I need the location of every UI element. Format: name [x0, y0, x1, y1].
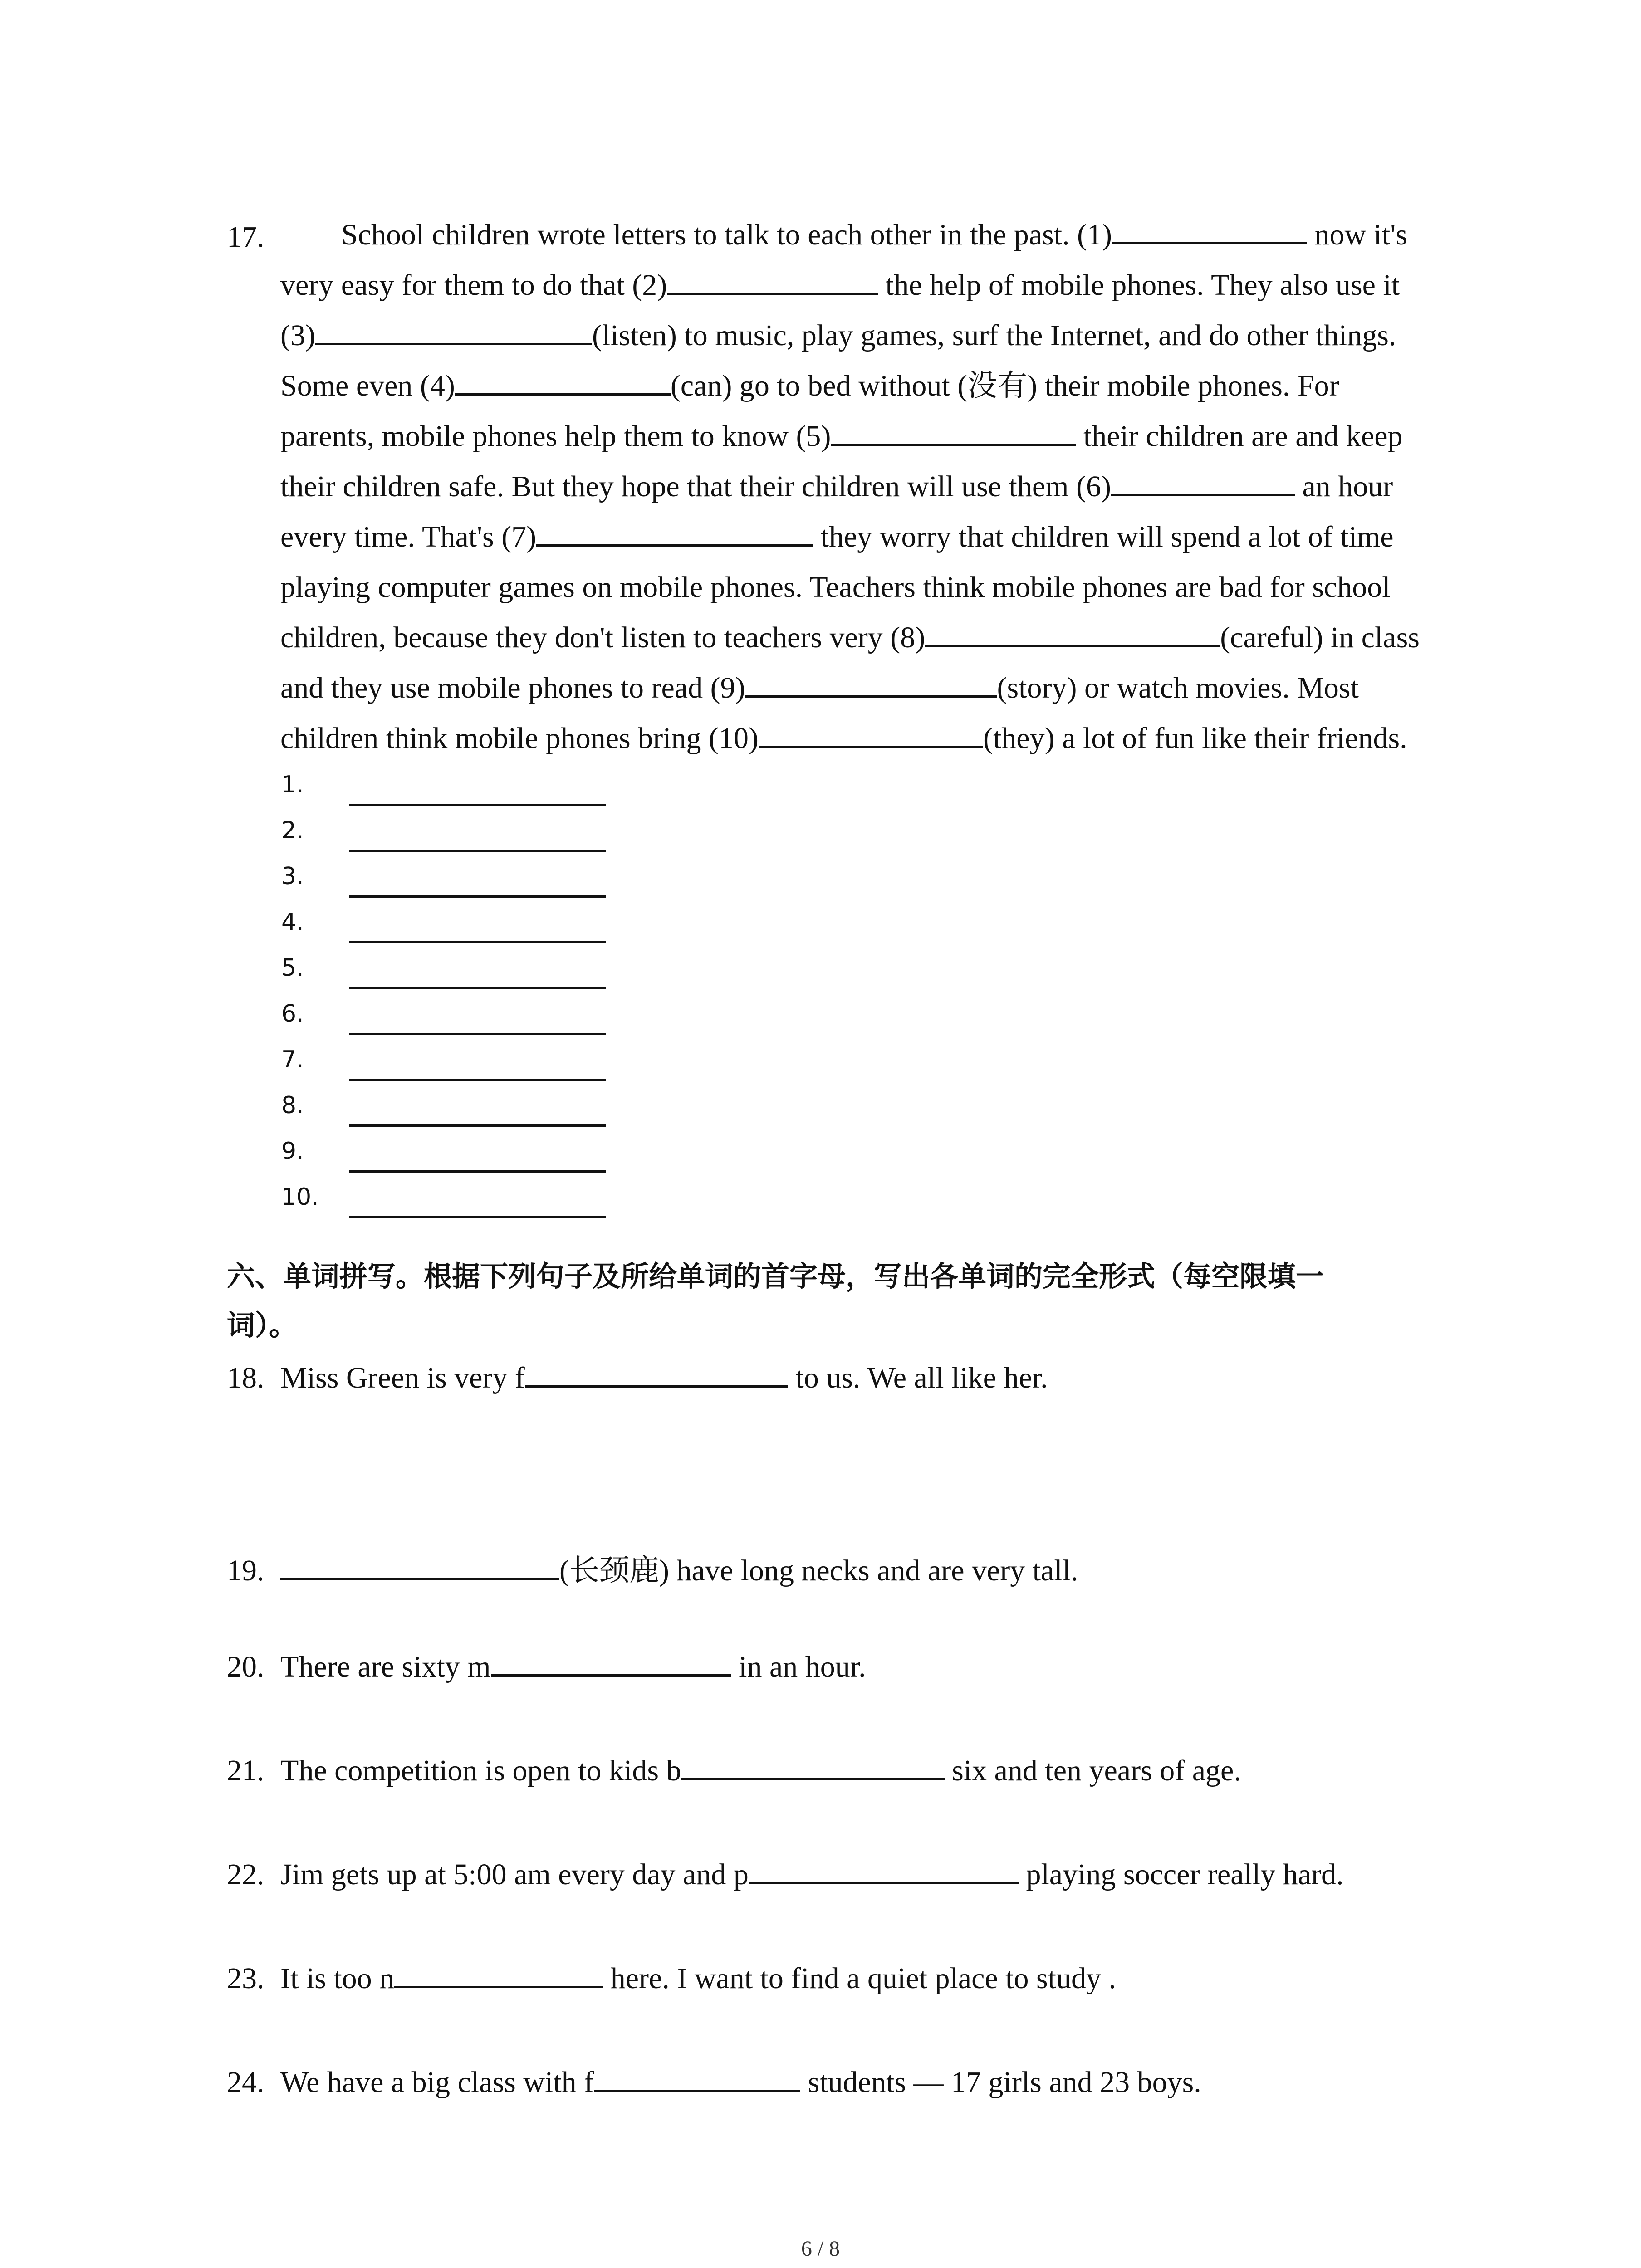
passage-line-11: [280, 723, 1407, 753]
question-text: six and ten years of age.: [944, 1754, 1241, 1787]
passage-text: (story) or watch movies. Most: [997, 671, 1359, 704]
answer-line[interactable]: [349, 1033, 606, 1035]
answer-number: 5.: [281, 954, 304, 982]
answer-row: [281, 771, 599, 816]
question-number: 24.: [227, 2066, 265, 2099]
question-number: 21.: [227, 1754, 265, 1787]
section-heading: [227, 1252, 1479, 1350]
answer-line[interactable]: [349, 850, 606, 852]
answer-blank[interactable]: [749, 1864, 1019, 1884]
answer-line[interactable]: [349, 804, 606, 806]
passage-text: the help of mobile phones. They also use it: [878, 269, 1400, 302]
answer-line[interactable]: [349, 941, 606, 943]
question-18: [227, 1361, 1048, 1395]
question-number: 23.: [227, 1962, 265, 1995]
passage-text: (they) a lot of fun like their friends.: [983, 722, 1407, 755]
passage-text: parents, mobile phones help them to know (5): [280, 420, 831, 453]
question-text: in an hour.: [731, 1650, 866, 1683]
passage-text: Some even (4): [280, 369, 455, 402]
answer-line[interactable]: [349, 1079, 606, 1081]
question-number: 20.: [227, 1650, 265, 1683]
question-text: playing soccer really hard.: [1018, 1858, 1344, 1891]
answer-blank[interactable]: [525, 1367, 788, 1388]
question-text: students — 17 girls and 23 boys.: [800, 2066, 1201, 2099]
question-text: Miss Green is very f: [280, 1361, 525, 1394]
answer-line[interactable]: [349, 1124, 606, 1127]
passage-line-4: [280, 371, 1339, 401]
answer-row: [281, 1138, 599, 1183]
passage-text: very easy for them to do that (2): [280, 269, 667, 302]
passage-text: they worry that children will spend a lot of time: [813, 520, 1394, 553]
question-number: 18.: [227, 1361, 265, 1394]
answer-blank[interactable]: [594, 2072, 800, 2092]
question-text: It is too n: [280, 1962, 395, 1995]
blank-7[interactable]: [536, 526, 813, 547]
question-21: [227, 1754, 1241, 1788]
passage-text: children, because they don't listen to teachers very (8): [280, 621, 926, 654]
answer-blank[interactable]: [491, 1656, 731, 1677]
passage-line-9: [280, 623, 1420, 653]
section-heading-line: 六、单词拼写。根据下列句子及所给单词的首字母，写出各单词的完全形式（每空限填一: [227, 1260, 1324, 1293]
answer-line[interactable]: [349, 1216, 606, 1218]
passage-text: and they use mobile phones to read (9): [280, 671, 745, 704]
answer-row: [281, 817, 599, 862]
passage-line-3: [280, 321, 1396, 351]
passage-line-8: [280, 572, 1391, 602]
answer-line[interactable]: [349, 895, 606, 898]
question-text: here. I want to find a quiet place to study .: [603, 1962, 1117, 1995]
question-24: [227, 2065, 1201, 2100]
answer-number: 4.: [281, 909, 304, 936]
blank-9[interactable]: [745, 677, 997, 698]
passage-text: every time. That's (7): [280, 520, 537, 553]
answer-number: 1.: [281, 771, 304, 798]
blank-1[interactable]: [1112, 224, 1307, 244]
passage-text: (careful) in class: [1220, 621, 1420, 654]
question-20: [227, 1650, 866, 1684]
question-text: The competition is open to kids b: [280, 1754, 681, 1787]
question-number: 17.: [227, 220, 265, 254]
answer-row: [281, 1000, 599, 1046]
blank-2[interactable]: [667, 274, 878, 295]
answer-row: [281, 1046, 599, 1091]
answer-number: 8.: [281, 1092, 304, 1119]
blank-3[interactable]: [315, 325, 592, 345]
question-number: 19.: [227, 1554, 265, 1587]
question-text: Jim gets up at 5:00 am every day and p: [280, 1858, 749, 1891]
question-text: We have a big class with f: [280, 2066, 594, 2099]
passage-text: children think mobile phones bring (10): [280, 722, 759, 755]
passage-text: (3): [280, 319, 315, 352]
answer-number: 6.: [281, 1000, 304, 1027]
answer-blank[interactable]: [280, 1560, 559, 1580]
passage-line-5: [280, 421, 1403, 451]
question-text: (长颈鹿) have long necks and are very tall.: [559, 1554, 1078, 1587]
answer-row: [281, 954, 599, 1000]
answer-number: 9.: [281, 1138, 304, 1165]
passage-text: (can) go to bed without (没有) their mobile phones. For: [670, 369, 1339, 402]
passage-line-1: [341, 220, 1407, 250]
page-number: 6 / 8: [801, 2237, 840, 2261]
section-heading-line: 词）。: [227, 1309, 298, 1342]
passage-text: (listen) to music, play games, surf the Internet, and do other things.: [592, 319, 1396, 352]
question-19: [227, 1546, 1078, 1589]
answer-blank[interactable]: [681, 1760, 945, 1780]
question-text: to us. We all like her.: [788, 1361, 1048, 1394]
question-23: [227, 1961, 1116, 1996]
answer-number: 10.: [281, 1183, 319, 1211]
passage-text: School children wrote letters to talk to each other in the past. (1): [341, 218, 1112, 251]
blank-6[interactable]: [1111, 476, 1295, 496]
blank-8[interactable]: [925, 627, 1220, 647]
answer-row: [281, 1183, 599, 1229]
passage-text: an hour: [1294, 470, 1393, 503]
answer-number: 3.: [281, 863, 304, 890]
passage-line-7: [280, 522, 1394, 552]
passage-text: playing computer games on mobile phones. Teachers think mobile phones are bad for school: [280, 571, 1391, 604]
answer-blank[interactable]: [394, 1968, 603, 1988]
answer-row: [281, 1092, 599, 1137]
passage-text: their children safe. But they hope that their children will use them (6): [280, 470, 1111, 503]
answer-line[interactable]: [349, 987, 606, 989]
answer-row: [281, 863, 599, 908]
blank-10[interactable]: [759, 728, 983, 748]
question-text: There are sixty m: [280, 1650, 491, 1683]
blank-5[interactable]: [831, 425, 1076, 446]
passage-text: now it's: [1307, 218, 1407, 251]
question-number: 22.: [227, 1858, 265, 1891]
blank-4[interactable]: [455, 375, 671, 396]
question-22: [227, 1857, 1343, 1892]
answer-number: 2.: [281, 817, 304, 844]
passage-text: their children are and keep: [1076, 420, 1403, 453]
passage-line-10: [280, 673, 1359, 703]
answer-number: 7.: [281, 1046, 304, 1073]
passage-line-6: [280, 472, 1393, 502]
answer-row: [281, 909, 599, 954]
passage-line-2: [280, 270, 1400, 300]
answer-line[interactable]: [349, 1170, 606, 1173]
